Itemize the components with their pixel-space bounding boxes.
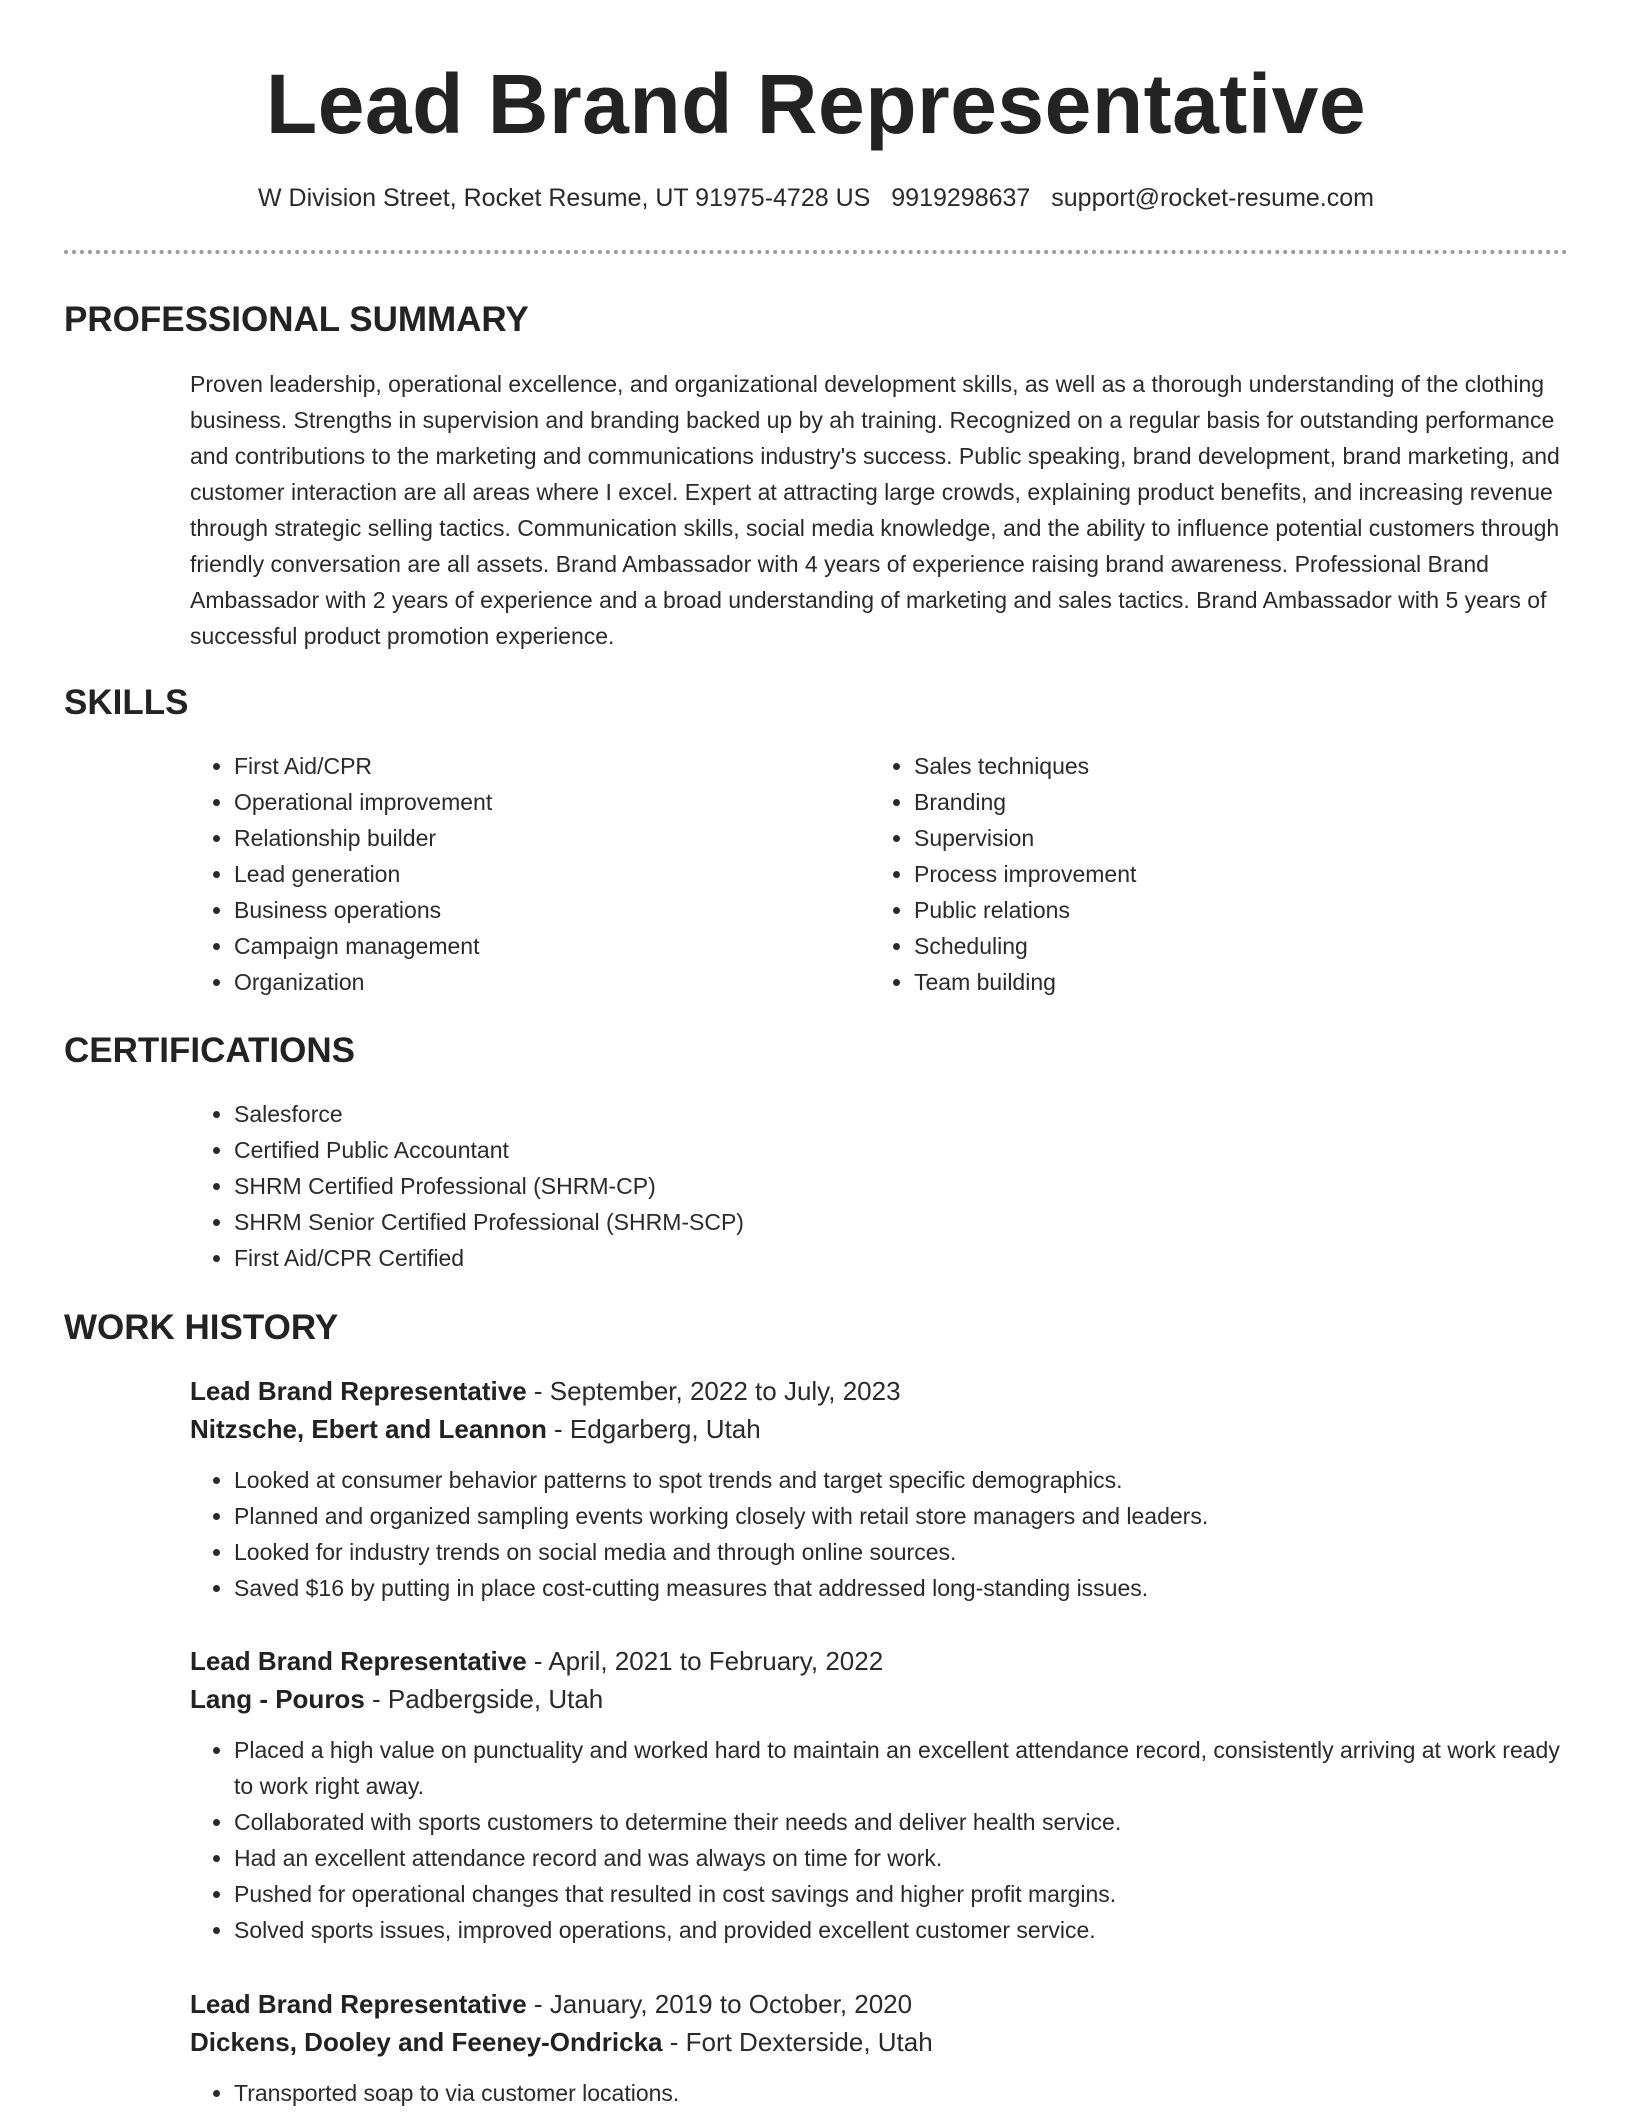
resume-name-heading: Lead Brand Representative xyxy=(265,57,1367,151)
job-dates: - April, 2021 to February, 2022 xyxy=(526,1646,884,1676)
job-role-line xyxy=(190,1372,1570,1410)
skill-item: • Supervision xyxy=(914,820,1136,856)
skill-item: • Campaign management xyxy=(234,928,492,964)
job-bullet: • Pushed for operational changes that resulted in cost savings and higher profit margins. xyxy=(234,1876,1570,1912)
skill-item: • Business operations xyxy=(234,892,492,928)
contact-line xyxy=(0,180,1632,216)
job-location: - Edgarberg, Utah xyxy=(546,1414,761,1444)
certification-item: • SHRM Senior Certified Professional (SHRM-SCP) xyxy=(234,1204,744,1240)
summary-text: Proven leadership, operational excellence, and organizational development skills, as well as a thorough understanding of the clothing business. Strengths in supervision and branding backed up by ah training. Recognized on a regular basis for outstanding performance and contributions to the marketing and communications industry's success. Public speaking, brand development, brand marketing, and customer interaction are all areas where I excel. Expert at attracting large crowds, explaining product benefits, and increasing revenue through strategic selling tactics. Communication skills, social media knowledge, and the ability to influence potential customers through friendly conversation are all assets. Brand Ambassador with 4 years of experience raising brand awareness. Professional Brand Ambassador with 2 years of experience and a broad understanding of marketing and sales tactics. Brand Ambassador with 5 years of successful product promotion experience. xyxy=(190,371,1560,649)
job-location: - Padbergside, Utah xyxy=(364,1684,604,1714)
job-bullet: • Placed a high value on punctuality and worked hard to maintain an excellent attendance record, consistently arriving at work ready to work right away. xyxy=(234,1732,1570,1804)
certification-item: • First Aid/CPR Certified xyxy=(234,1240,744,1276)
job-location: - Fort Dexterside, Utah xyxy=(662,2027,933,2057)
job-bullet: • Planned and organized sampling events working closely with retail store managers and leaders. xyxy=(234,1498,1570,1534)
job-bullet: • Saved $16 by putting in place cost-cutting measures that addressed long-standing issues. xyxy=(234,1570,1570,1606)
job-role: Lead Brand Representative xyxy=(190,1646,527,1676)
skills-column-right xyxy=(870,748,1136,1000)
skills-column-left xyxy=(190,748,492,1000)
job-company-line xyxy=(190,2023,1570,2061)
job-bullet: • Solved sports issues, improved operations, and provided excellent customer service. xyxy=(234,1912,1570,1948)
job-bullet: • Collaborated with sports customers to determine their needs and deliver health service. xyxy=(234,1804,1570,1840)
skill-item: • Scheduling xyxy=(914,928,1136,964)
job-role-line xyxy=(190,1642,1570,1680)
skill-item: • Operational improvement xyxy=(234,784,492,820)
skill-item: • Process improvement xyxy=(914,856,1136,892)
header-divider xyxy=(64,250,1568,254)
job-bullet: • Looked for industry trends on social media and through online sources. xyxy=(234,1534,1570,1570)
certification-item: • Salesforce xyxy=(234,1096,744,1132)
job-bullet: • Had an excellent attendance record and was always on time for work. xyxy=(234,1840,1570,1876)
certification-item: • SHRM Certified Professional (SHRM-CP) xyxy=(234,1168,744,1204)
skill-item: • First Aid/CPR xyxy=(234,748,492,784)
skills-section-title: SKILLS xyxy=(64,683,189,722)
work-history-section-title: WORK HISTORY xyxy=(64,1308,339,1347)
job-entry xyxy=(190,1642,1570,1948)
job-company-line xyxy=(190,1410,1570,1448)
job-company: Nitzsche, Ebert and Leannon xyxy=(190,1414,547,1444)
contact-email: support@rocket-resume.com xyxy=(1051,184,1374,212)
certifications-section-title: CERTIFICATIONS xyxy=(64,1031,356,1070)
skill-item: • Organization xyxy=(234,964,492,1000)
skill-item: • Public relations xyxy=(914,892,1136,928)
certification-item: • Certified Public Accountant xyxy=(234,1132,744,1168)
skill-item: • Branding xyxy=(914,784,1136,820)
job-dates: - January, 2019 to October, 2020 xyxy=(526,1989,913,2019)
job-bullet: • Transported soap to via customer locations. xyxy=(234,2075,1570,2111)
certifications-list xyxy=(190,1096,744,1276)
contact-address: W Division Street, Rocket Resume, UT 91975-4728 US xyxy=(258,184,871,212)
skill-item: • Sales techniques xyxy=(914,748,1136,784)
job-company-line xyxy=(190,1680,1570,1718)
job-bullet: • Looked at consumer behavior patterns to spot trends and target specific demographics. xyxy=(234,1462,1570,1498)
skill-item: • Relationship builder xyxy=(234,820,492,856)
skill-item: • Team building xyxy=(914,964,1136,1000)
job-dates: - September, 2022 to July, 2023 xyxy=(526,1376,901,1406)
summary-section-title: PROFESSIONAL SUMMARY xyxy=(64,300,529,339)
contact-phone: 9919298637 xyxy=(891,184,1031,212)
job-role: Lead Brand Representative xyxy=(190,1376,527,1406)
job-company: Dickens, Dooley and Feeney-Ondricka xyxy=(190,2027,663,2057)
job-entry xyxy=(190,1985,1570,2111)
job-entry xyxy=(190,1372,1570,1606)
job-company: Lang - Pouros xyxy=(190,1684,365,1714)
skill-item: • Lead generation xyxy=(234,856,492,892)
job-role: Lead Brand Representative xyxy=(190,1989,527,2019)
job-role-line xyxy=(190,1985,1570,2023)
